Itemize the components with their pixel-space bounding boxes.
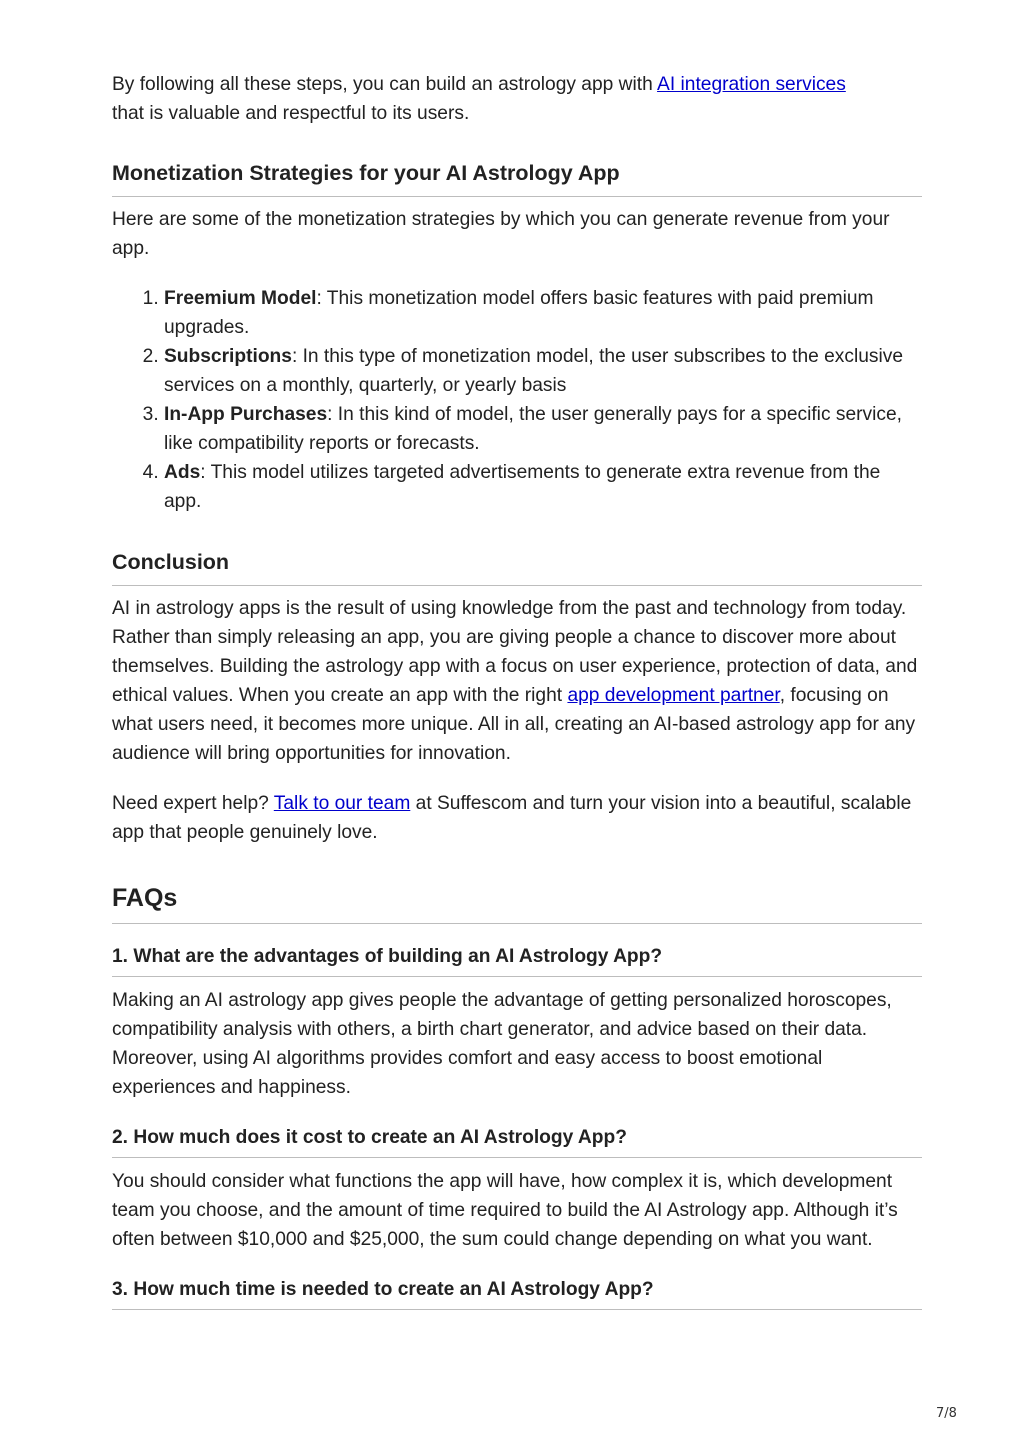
list-item-desc: : In this type of monetization model, the user subscribes to the exclusive services on a monthly, quarterly, or yearly basis xyxy=(164,346,904,396)
monetization-intro: Here are some of the monetization strategies by which you can generate revenue from your app. xyxy=(112,209,890,259)
list-item-subscriptions xyxy=(164,342,922,400)
faq-question-2: 2. How much does it cost to create an AI Astrology App? xyxy=(112,1124,922,1158)
talk-to-our-team-link[interactable]: Talk to our team xyxy=(273,793,411,814)
faq-answer-1: Making an AI astrology app gives people the advantage of getting personalized horoscopes, compatibility analysis with others, a birth chart generator, and advice based on their data. Moreover, using AI algorithms provides comfort and easy access to boost emotional experiences and happiness. xyxy=(112,990,892,1098)
faq-answer-2: You should consider what functions the app will have, how complex it is, which development team you choose, and the amount of time required to build the AI Astrology app. Although it’s often between $10,000 and $25,000, the sum could change depending on what you want. xyxy=(112,1171,898,1250)
help-text-after-link: at Suffescom and turn your vision into a beautiful, scalable app that people genuinely love. xyxy=(112,793,912,843)
monetization-heading: Monetization Strategies for your AI Astrology App xyxy=(112,158,922,197)
app-development-partner-link[interactable]: app development partner xyxy=(567,685,780,706)
list-item-title: Ads xyxy=(164,462,201,483)
faq-question-3: 3. How much time is needed to create an AI Astrology App? xyxy=(112,1276,922,1310)
ai-integration-services-link[interactable]: AI integration services xyxy=(657,74,846,95)
list-item-desc: : In this kind of model, the user generally pays for a specific service, like compatibility reports or forecasts. xyxy=(164,404,902,454)
faq-question-1: 1. What are the advantages of building an AI Astrology App? xyxy=(112,943,922,977)
list-item-ads xyxy=(164,458,922,516)
intro-text-before-link: By following all these steps, you can build an astrology app with xyxy=(112,74,658,95)
intro-paragraph xyxy=(112,70,922,128)
conclusion-text-after-link: , focusing on what users need, it becomes more unique. All in all, creating an AI-based astrology app for any audience will bring opportunities for innovation. xyxy=(112,685,916,764)
list-item-title: In-App Purchases xyxy=(164,404,328,425)
help-text-before-link: Need expert help? xyxy=(112,793,274,814)
conclusion-text-before-link: AI in astrology apps is the result of using knowledge from the past and technology from today. Rather than simply releasing an app, you are giving people a chance to discover more about themselves. Building the astrology app with a focus on user experience, protection of data, and ethical values. When you create an app with the right xyxy=(112,598,918,706)
conclusion-heading: Conclusion xyxy=(112,547,922,586)
document-page xyxy=(112,70,922,1310)
faqs-heading: FAQs xyxy=(112,881,922,924)
page-number: 7/8 xyxy=(936,1406,957,1421)
conclusion-paragraph-2 xyxy=(112,789,922,847)
list-item-freemium xyxy=(164,284,922,342)
list-item-title: Subscriptions xyxy=(164,346,292,367)
list-item-title: Freemium Model xyxy=(164,288,317,309)
list-item-in-app-purchases xyxy=(164,400,922,458)
list-item-desc: : This model utilizes targeted advertisements to generate extra revenue from the app. xyxy=(164,462,881,512)
intro-text-after-link: that is valuable and respectful to its users. xyxy=(112,103,470,124)
list-item-desc: : This monetization model offers basic features with paid premium upgrades. xyxy=(164,288,874,338)
monetization-list xyxy=(112,284,922,516)
conclusion-paragraph-1 xyxy=(112,594,922,768)
